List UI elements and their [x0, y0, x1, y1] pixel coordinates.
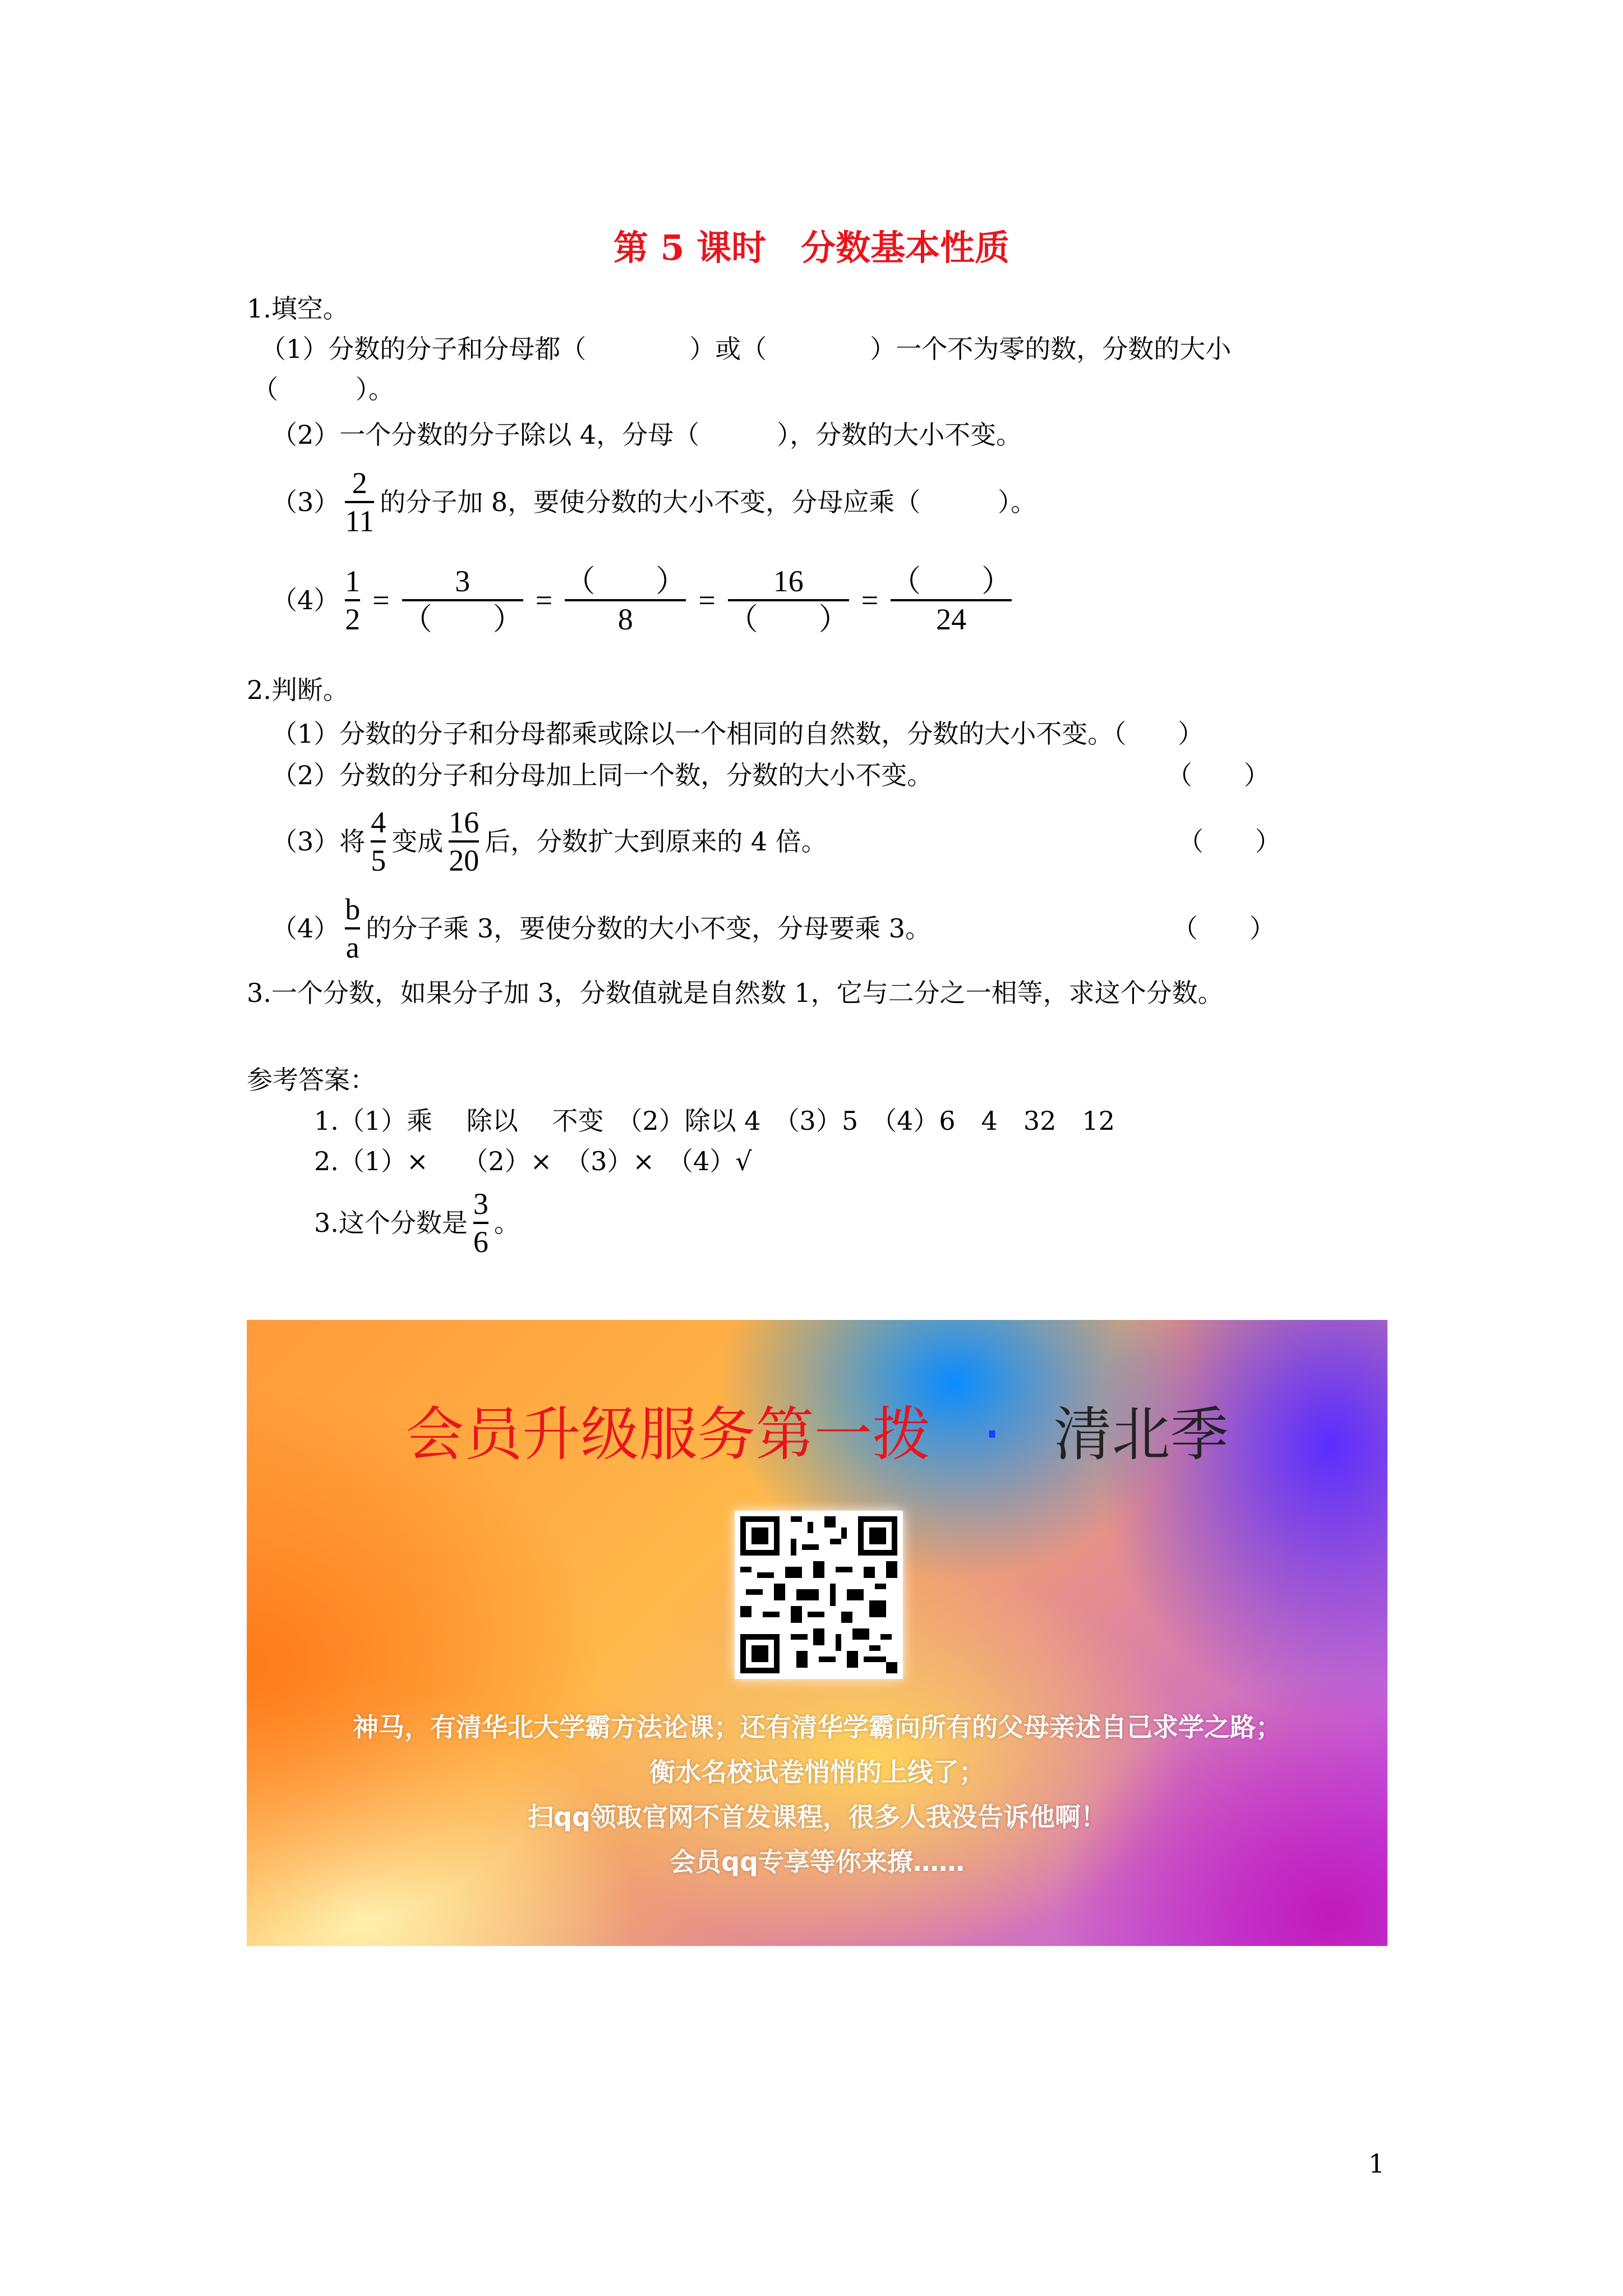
fraction-numerator: （ ）	[891, 564, 1012, 598]
fraction-2-11	[345, 465, 374, 539]
promo-banner[interactable]	[247, 1320, 1387, 1946]
equals-sign: =	[372, 583, 390, 617]
banner-line-2: 衡水名校试卷悄悄的上线了；	[649, 1757, 985, 1787]
fraction-numerator: 16	[449, 806, 479, 839]
equals-sign: =	[698, 583, 716, 617]
fraction-numerator: 1	[345, 564, 361, 598]
equation-fraction	[728, 563, 849, 637]
answers-line3-prefix: 3.这个分数是	[314, 1208, 468, 1238]
answers-label: 参考答案：	[247, 1065, 376, 1095]
fraction-4-5	[371, 804, 386, 878]
answers-line2: 2.（1）× （2）× （3）× （4）√	[314, 1146, 752, 1176]
equals-sign: =	[861, 583, 879, 617]
fraction-numerator: （ ）	[565, 564, 686, 598]
banner-title	[247, 1387, 1387, 1471]
q1-item3-prefix: （3）	[271, 487, 340, 517]
q3-text: 3.一个分数，如果分子加 3，分数值就是自然数 1，它与二分之一相等，求这个分数。	[247, 978, 1224, 1008]
fraction-numerator: 2	[352, 466, 367, 500]
q2-item3-mid: 变成	[391, 826, 444, 857]
equals-sign: =	[535, 583, 553, 617]
q1-label: 1.填空。	[247, 293, 349, 324]
fraction-16-20	[449, 804, 479, 878]
fraction-3-6	[473, 1186, 488, 1260]
fraction-numerator: 3	[455, 564, 471, 598]
page-title: 第 5 课时 分数基本性质	[613, 227, 1010, 268]
fraction-numerator: 4	[371, 806, 386, 839]
banner-title-main: 会员升级服务第一拨	[405, 1400, 931, 1469]
fraction-denominator: （ ）	[727, 602, 849, 636]
q1-item3	[271, 460, 1036, 544]
banner-line-3: 扫qq领取官网不首发课程，很多人我没告诉他啊！	[528, 1802, 1106, 1832]
q2-item3-answer-paren: （ ）	[1178, 826, 1281, 857]
fraction-denominator: 6	[473, 1225, 488, 1259]
banner-title-dot: ·	[983, 1400, 1002, 1469]
q2-item2-answer-paren: （ ）	[1166, 760, 1270, 790]
q2-item1: （1）分数的分子和分母都乘或除以一个相同的自然数，分数的大小不变。（ ）	[271, 719, 1204, 749]
answers-line3	[314, 1181, 520, 1265]
q2-item4-prefix: （4）	[271, 913, 340, 944]
fraction-denominator: 24	[936, 602, 967, 636]
qr-code-graphic	[735, 1511, 903, 1679]
q1-item4-prefix: （4）	[271, 585, 340, 615]
equation-fraction	[891, 563, 1012, 637]
answers-line1: 1.（1）乘 除以 不变 （2）除以 4 （3）5 （4）6 4 32 12	[314, 1106, 1115, 1136]
q1-item1-line2: （ ）。	[252, 374, 394, 404]
q2-item3-suffix: 后，分数扩大到原来的 4 倍。	[485, 826, 827, 857]
q2-item4-answer-paren: （ ）	[1172, 913, 1275, 944]
equation-fraction	[402, 563, 523, 637]
fraction-b-a	[345, 891, 360, 965]
fraction-numerator: 16	[773, 564, 804, 598]
q1-item3-suffix: 的分子加 8，要使分数的大小不变，分母应乘（ ）。	[380, 487, 1037, 517]
answers-line3-suffix: 。	[494, 1208, 520, 1238]
banner-line-4: 会员qq专享等你来撩……	[670, 1847, 965, 1877]
q2-item2: （2）分数的分子和分母加上同一个数，分数的大小不变。	[271, 760, 933, 790]
qr-code-icon[interactable]	[735, 1511, 903, 1679]
banner-line-1: 神马，有清华北大学霸方法论课；还有清华学霸向所有的父母亲述自己求学之路；	[353, 1712, 1281, 1742]
q1-item4	[271, 555, 1017, 645]
q1-item1-line1: （1）分数的分子和分母都（ ）或（ ）一个不为零的数，分数的大小	[260, 334, 1232, 364]
fraction-denominator: （ ）	[402, 602, 523, 636]
q1-item2: （2）一个分数的分子除以 4，分母（ ），分数的大小不变。	[271, 420, 1022, 450]
equation-fraction	[565, 563, 686, 637]
fraction-numerator: 3	[473, 1187, 488, 1221]
fraction-denominator: 5	[371, 844, 386, 877]
fraction-numerator: b	[345, 892, 361, 926]
q2-item4	[271, 886, 931, 970]
q2-item4-suffix: 的分子乘 3，要使分数的大小不变，分母要乘 3。	[366, 913, 932, 944]
q2-item3-prefix: （3）将	[271, 826, 366, 857]
fraction-denominator: 11	[345, 504, 375, 538]
fraction-denominator: 8	[617, 602, 633, 636]
fraction-denominator: 20	[449, 844, 479, 877]
fraction-denominator: 2	[345, 602, 361, 636]
q2-label: 2.判断。	[247, 675, 349, 705]
equation-fraction	[345, 563, 360, 637]
banner-title-season: 清北季	[1053, 1400, 1229, 1469]
q2-item3	[271, 797, 827, 886]
fraction-denominator: a	[345, 931, 359, 964]
page-number: 1	[1368, 2148, 1385, 2179]
